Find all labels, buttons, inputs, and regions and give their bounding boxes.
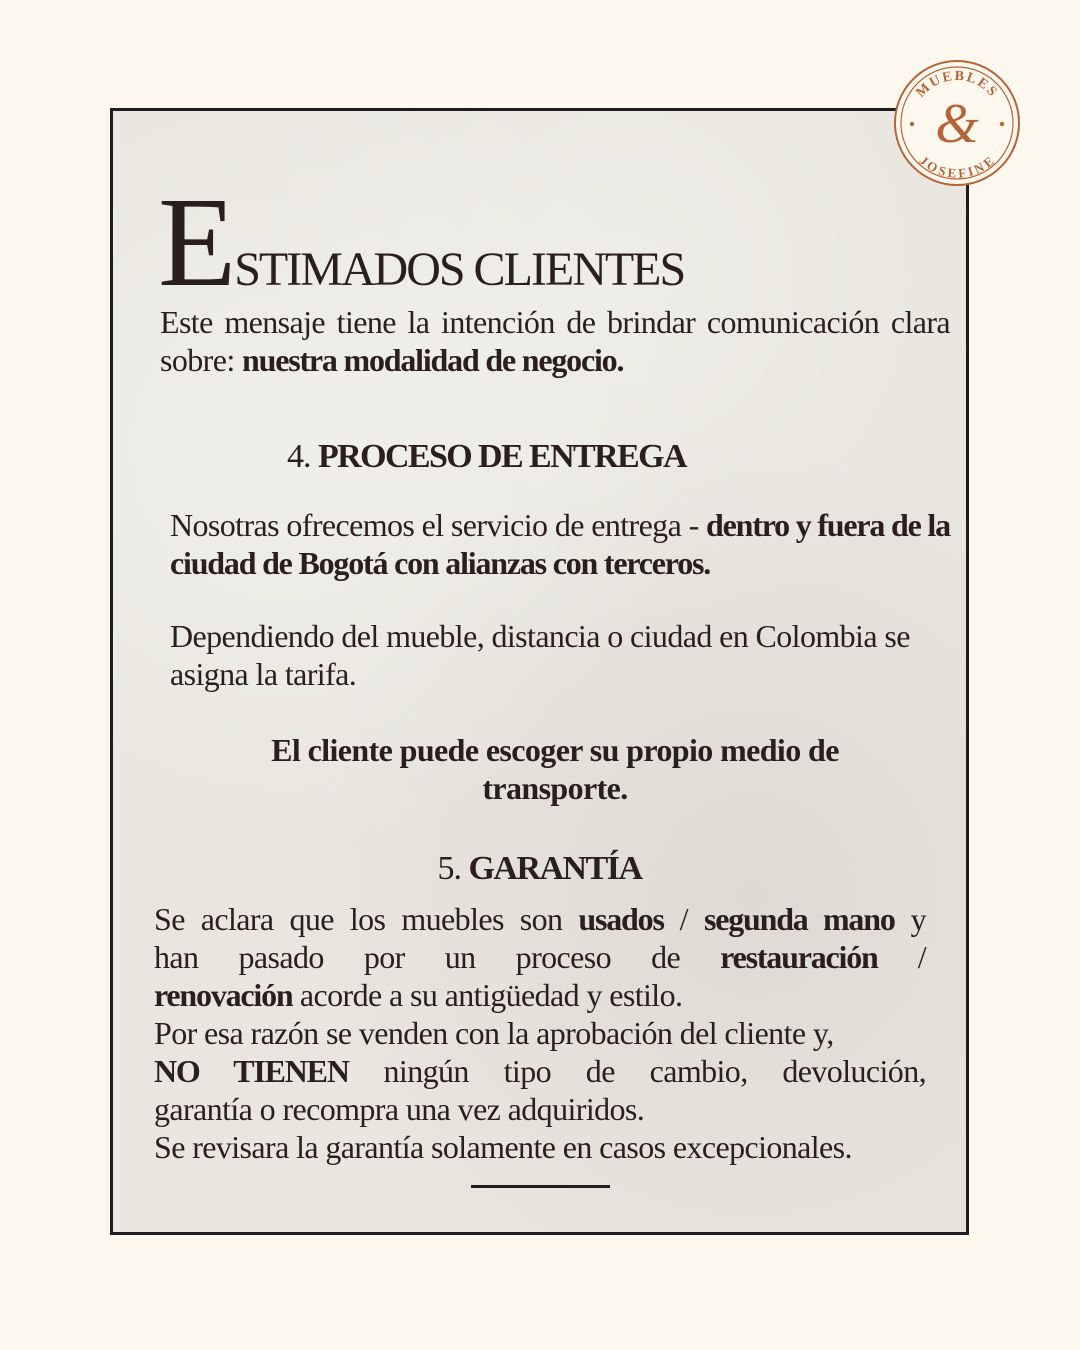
- section5-heading: 5. GARANTÍA: [437, 850, 642, 887]
- brand-logo: [892, 58, 1022, 188]
- section4-heading: 4. PROCESO DE ENTREGA: [287, 438, 686, 475]
- title-rest: STIMADOS CLIENTES: [234, 243, 685, 296]
- title-initial: E: [158, 171, 235, 313]
- divider-rule: [471, 1185, 610, 1188]
- transport-note: El cliente puede escoger su propio medio de transporte.: [271, 732, 839, 806]
- page-title: [158, 171, 685, 313]
- logo-bottom-text: JOSEFINE: [916, 152, 998, 181]
- intro-paragraph: Este mensaje tiene la intención de brindar comunicación clara sobre: nuestra modalidad de negocio.: [160, 304, 950, 378]
- delivery-paragraph: Nosotras ofrecemos el servicio de entrega - dentro y fuera de la ciudad de Bogotá con alianzas con terceros.: [170, 507, 950, 581]
- warranty-paragraph: Se aclara que los muebles son usados / segunda mano y han pasado por un proceso de restauración / renovación acorde a su antigüedad y estilo. Por esa razón se venden con la aprobación del cliente y, NO TIENEN ningún tipo de cambio, devolución, garantía o recompra una vez adquiridos. Se revisara la garantía solamente en casos excepcionales.: [154, 901, 926, 1165]
- logo-top-text: MUEBLES: [913, 68, 1001, 101]
- logo-symbol: &: [935, 93, 979, 155]
- tariff-paragraph: Dependiendo del mueble, distancia o ciudad en Colombia se asigna la tarifa.: [170, 618, 910, 692]
